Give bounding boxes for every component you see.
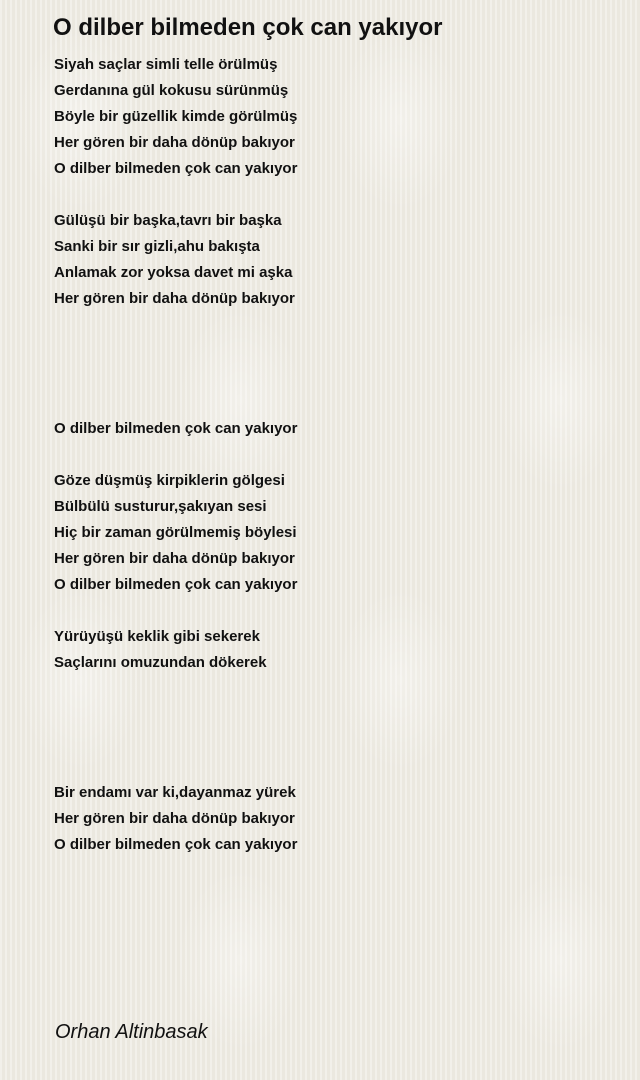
- poem-blank-line: [54, 728, 614, 754]
- poem-title: O dilber bilmeden çok can yakıyor: [53, 14, 443, 41]
- poem-line: O dilber bilmeden çok can yakıyor: [54, 420, 298, 437]
- poem-line: O dilber bilmeden çok can yakıyor: [54, 836, 298, 853]
- poem-author: Orhan Altinbasak: [55, 1021, 208, 1043]
- poem-blank-line: [54, 676, 614, 702]
- poem-line: Saçlarını omuzundan dökerek: [54, 654, 267, 671]
- poem-line: Anlamak zor yoksa davet mi aşka: [54, 264, 293, 281]
- poem-line: Bir endamı var ki,dayanmaz yürek: [54, 784, 296, 801]
- poem-line: Göze düşmüş kirpiklerin gölgesi: [54, 472, 285, 489]
- poem-blank-line: [54, 442, 614, 468]
- poem-line: Yürüyüşü keklik gibi sekerek: [54, 628, 260, 645]
- poem-line: Her gören bir daha dönüp bakıyor: [54, 810, 295, 827]
- poem-blank-line: [54, 754, 614, 780]
- poem-blank-line: [54, 390, 614, 416]
- poem-body: [54, 52, 614, 858]
- poem-line: Gülüşü bir başka,tavrı bir başka: [54, 212, 282, 229]
- poem-line: Böyle bir güzellik kimde görülmüş: [54, 108, 298, 125]
- poem-line: Hiç bir zaman görülmemiş böylesi: [54, 524, 297, 541]
- poem-line: Her gören bir daha dönüp bakıyor: [54, 550, 295, 567]
- poem-blank-line: [54, 364, 614, 390]
- poem-line: Gerdanına gül kokusu sürünmüş: [54, 82, 289, 99]
- poem-line: Bülbülü susturur,şakıyan sesi: [54, 498, 267, 515]
- poem-line: O dilber bilmeden çok can yakıyor: [54, 576, 298, 593]
- poem-blank-line: [54, 598, 614, 624]
- poem-blank-line: [54, 702, 614, 728]
- poem-blank-line: [54, 312, 614, 338]
- poem-line: Her gören bir daha dönüp bakıyor: [54, 134, 295, 151]
- poem-blank-line: [54, 338, 614, 364]
- poem-line: Her gören bir daha dönüp bakıyor: [54, 290, 295, 307]
- poem-line: O dilber bilmeden çok can yakıyor: [54, 160, 298, 177]
- poem-blank-line: [54, 182, 614, 208]
- poem-line: Siyah saçlar simli telle örülmüş: [54, 56, 278, 73]
- poem-line: Sanki bir sır gizli,ahu bakışta: [54, 238, 260, 255]
